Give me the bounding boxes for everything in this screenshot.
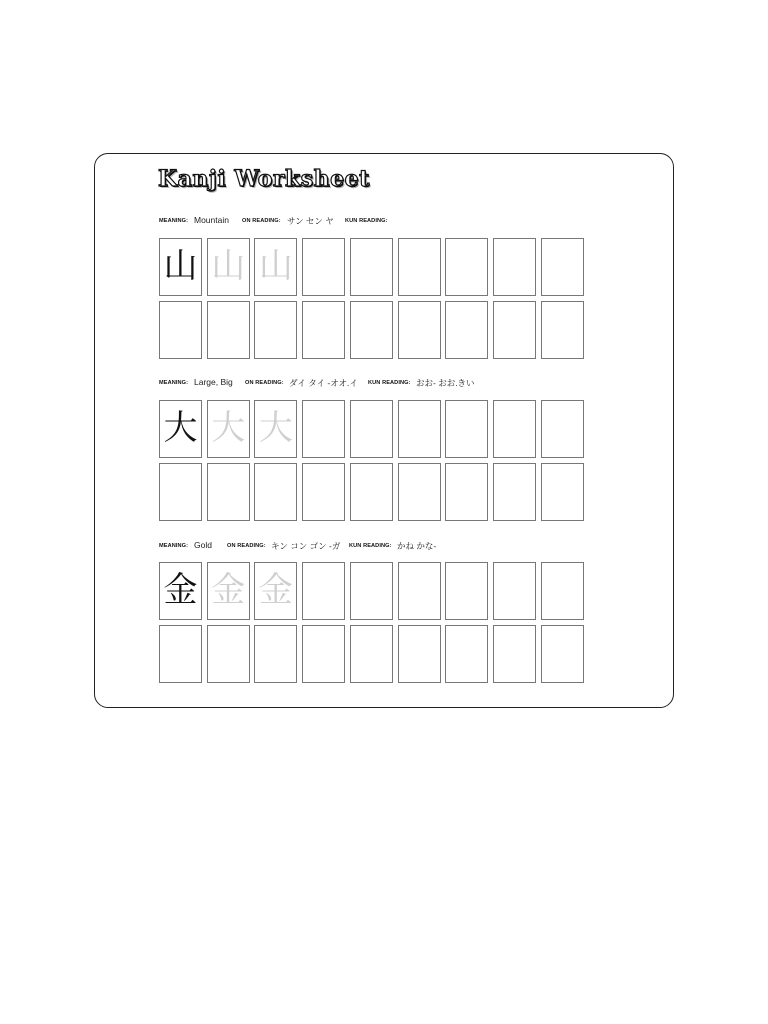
kanji-trace-guide: 金 [258, 570, 293, 610]
practice-box [302, 463, 345, 521]
practice-box [302, 400, 345, 458]
kanji-trace-guide: 山 [258, 246, 293, 286]
meaning-label: MEANING: [159, 380, 189, 386]
practice-box [445, 301, 488, 359]
practice-box [159, 301, 202, 359]
practice-box [398, 562, 441, 620]
kanji-info-row-1 [159, 215, 579, 229]
practice-box [493, 625, 536, 683]
practice-box [541, 625, 584, 683]
practice-box [159, 562, 202, 620]
meaning-value: Large, Big [194, 377, 233, 387]
practice-box [445, 400, 488, 458]
practice-box [350, 463, 393, 521]
practice-box [493, 400, 536, 458]
practice-box [207, 301, 250, 359]
practice-box [350, 301, 393, 359]
practice-box [445, 625, 488, 683]
practice-box [254, 301, 297, 359]
on-reading-label: ON READING: [242, 218, 281, 224]
practice-box [493, 238, 536, 296]
practice-box [254, 625, 297, 683]
practice-box [302, 625, 345, 683]
practice-grid-3 [159, 562, 587, 683]
practice-box [350, 562, 393, 620]
practice-grid-1 [159, 238, 587, 359]
practice-box [541, 562, 584, 620]
practice-box [350, 400, 393, 458]
practice-box [159, 400, 202, 458]
meaning-value: Mountain [194, 215, 229, 225]
practice-box [254, 562, 297, 620]
practice-box [254, 463, 297, 521]
meaning-label: MEANING: [159, 218, 189, 224]
practice-box [302, 301, 345, 359]
on-reading-label: ON READING: [227, 543, 266, 549]
practice-box [350, 625, 393, 683]
kun-reading-value: かね かな- [397, 541, 437, 551]
practice-box [541, 463, 584, 521]
practice-box [302, 562, 345, 620]
kun-reading-label: KUN READING: [349, 543, 392, 549]
practice-box [493, 463, 536, 521]
practice-box [398, 301, 441, 359]
meaning-label: MEANING: [159, 543, 189, 549]
practice-box [302, 238, 345, 296]
kanji-stroke-model: 大 [163, 408, 198, 448]
kanji-trace-guide: 大 [258, 408, 293, 448]
meaning-value: Gold [194, 540, 212, 550]
on-reading-label: ON READING: [245, 380, 284, 386]
practice-box [541, 301, 584, 359]
worksheet-title: Kanji Worksheet [158, 166, 370, 192]
on-reading-value: キン コン ゴン -ガ [271, 541, 341, 551]
practice-box [493, 301, 536, 359]
practice-box [159, 238, 202, 296]
kanji-trace-guide: 山 [211, 246, 246, 286]
kanji-stroke-model: 山 [163, 246, 198, 286]
practice-box [207, 463, 250, 521]
kanji-info-row-3 [159, 540, 579, 554]
practice-box [159, 463, 202, 521]
practice-box [445, 238, 488, 296]
kun-reading-value: おお- おお.きい [416, 378, 475, 388]
on-reading-value: ダイ タイ -オオ.イ [289, 378, 358, 388]
practice-box [159, 625, 202, 683]
kun-reading-label: KUN READING: [368, 380, 411, 386]
practice-box [398, 625, 441, 683]
kanji-stroke-model: 金 [163, 570, 198, 610]
kanji-info-row-2 [159, 377, 579, 391]
kanji-trace-guide: 金 [211, 570, 246, 610]
kanji-trace-guide: 大 [211, 408, 246, 448]
practice-box [207, 562, 250, 620]
practice-box [541, 238, 584, 296]
practice-box [541, 400, 584, 458]
practice-box [445, 463, 488, 521]
worksheet-card [94, 153, 674, 708]
practice-box [350, 238, 393, 296]
practice-box [254, 238, 297, 296]
practice-box [207, 625, 250, 683]
practice-box [493, 562, 536, 620]
practice-box [398, 463, 441, 521]
practice-grid-2 [159, 400, 587, 521]
practice-box [207, 400, 250, 458]
on-reading-value: サン セン ヤ [287, 216, 334, 226]
practice-box [445, 562, 488, 620]
kun-reading-label: KUN READING: [345, 218, 388, 224]
practice-box [207, 238, 250, 296]
practice-box [398, 400, 441, 458]
practice-box [254, 400, 297, 458]
practice-box [398, 238, 441, 296]
